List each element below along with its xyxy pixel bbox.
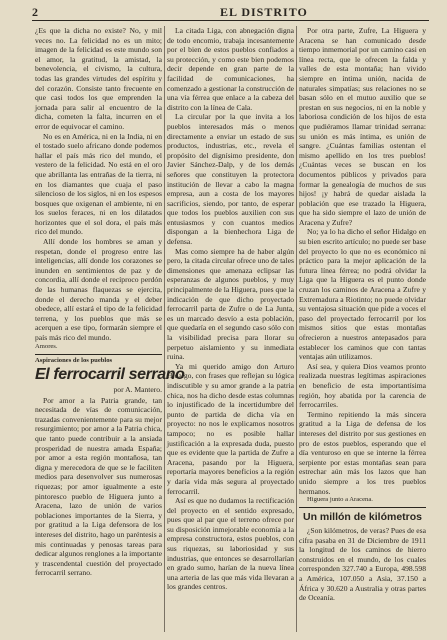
- article-signature: Amores.: [35, 342, 58, 350]
- header-rule: [32, 20, 429, 21]
- paragraph: Mas como siempre ha de haber algún pero, la citada circular ofrece uno de tales dimensiones que amenaza eclipsar las esperanzas de algunos pueblos, y muy principalmente de la Higuera, pues que la indicación de que dicho proyectado ferrocarril parta de Zufre o de La Junta, es un marcado desvío a esta población, que quedaría en el segundo caso sólo con la visibilidad precisa para llorar su perpetuo aislamiento y su inmediata ruina.: [167, 246, 294, 362]
- column-1: [35, 26, 185, 634]
- paragraph: Por otra parte, Zufre, La Higuera y Aracena se han comunicado desde tiempo inmemorial por un camino casi en línea recta, que le ofrecen la falda y valles de esta montaña; han vivido siempre en íntima unión, nacida de naturales simpatías; sus relaciones no se basan sólo en el mutuo auxilio que se prestan en sus negocios, ni en la noble y laboriosa condición de los hijos de esta que pudiéramos llamar trinidad serrana: su unión es más íntima, es unión de sangre. ¿Cuántas familias ostentan el mismo apellido en los tres pueblos! ¿Cuántas veces se buscan en los documentos públicos y privados para formar la genealogía de muchos de sus hijos! ¡y habrá de quedar aislada la población que ese trazado la Higuera, que ha sido siempre el lazo de unión de Aracena y Zufre?: [299, 26, 426, 227]
- paragraph: No es en América, ni en la India, ni en el tostado suelo africano donde podemos hallar el país más rico del mundo, el vestero de la felicidad. No está en el oro que abrillanta las entrañas de la tierra, ni en los diamantes que cuaja el paso silencioso de los siglos, ni en los espesos bosques que oxigenan el ambiente, ni en los suelos feraces, ni en los dilatados horizontes que el sol dora, el país más rico del mundo.: [35, 131, 162, 237]
- section-kicker: Aspiraciones de los pueblos: [35, 356, 113, 364]
- article-byline: por A. Mantero.: [113, 384, 162, 394]
- column-2: [167, 26, 294, 634]
- page-number: 2: [32, 5, 38, 19]
- paragraph: ¿Es que la dicha no existe? No, y mil veces no. La felicidad no es un mito; imagen de la felicidad es este mundo son el amor, la gratitud, la amistad, la benevolencia, el civismo, la cultura, todas las grandes virtudes del espíritu y del corazón. Consiste tanto frecuente en que casi todos los que emprenden la jornada para salir al encuentro de la dicha, cometen la falta, incurren en el error de equivocar el camino.: [35, 26, 162, 131]
- column-rule: [164, 26, 165, 632]
- column-rule: [296, 26, 297, 632]
- article-place: Higuera junto a Aracena.: [307, 496, 373, 504]
- paragraph: ¿Son kilómetros, de veras? Pues de esa cifra pasaba en 31 de Diciembre de 1911 la longitud de los caminos de hierro construidos en el mundo, de los cuales corresponden 327.740 a Europa, 498.598 a América, 107.050 a Asia, 37.150 a África y 30.620 a Australia y otras partes de Oceanía.: [299, 526, 426, 603]
- running-head: [32, 5, 429, 19]
- article-separator: [35, 354, 162, 355]
- newspaper-title: EL DISTRITO: [220, 5, 308, 19]
- paragraph: La circular por la que invita a los pueblos interesados más o menos directamente a enviar un estado de sus productos, industrias, etc., revela el propósito del dignísimo presidente, don Javier Sánchez-Dalp, y de los demás señores que constituyen la protectora institución de llevar a cabo la magna empresa, aun a costa de los mayores sacrificios, siendo, por tanto, de esperar que todos los pueblos auxilien con sus entusiasmos y con cuantos medios dispongan a la bienhechora Liga de defensa.: [167, 112, 294, 247]
- paragraph: Allí donde los hombres se aman y respetan, donde el progreso entre las inteligencias, allí donde los corazones se inunden en sentimientos de paz y de concordia, allí donde el recíproco perdón de las humanas flaquezas se ejercita, donde el derecho manda y el deber obedece, allí estará el tipo de la felicidad terrena, y los pueblos que más se acerquen a ese tipo, formarán siempre el país más rico del mundo.: [35, 237, 162, 342]
- paragraph: La citada Liga, con abnegación digna de todo encomio, trabaja incesantemente por el bien de estos pueblos confiados a su protección, y como este bien podemos decir depende en gran parte de la facilidad de comunicaciones, ha comenzado a gestionar la construcción de una vía férrea que enlace a la cabeza del distrito con la línea de Cala.: [167, 26, 294, 112]
- paragraph: Ya mi querido amigo don Arturo Hidalgo, con frases que reflejan su lógica indiscutible y su amor grande a la patria chica, nos ha dicho desde estas columnas lo injustificado de la incertidumbre del punto de partida de dicha vía en proyecto: no nos le explicamos nosotros tampoco; no es posible hallar justificación a la expresada duda, puesto que es evidente que la partida de Zufre a Aracena, pasando por la Higuera, reportaría mayores beneficios a la región y daría vida más segura al proyectado ferrocarril.: [167, 361, 294, 496]
- article-headline: El ferrocarril serrano: [35, 365, 185, 383]
- paragraph: Termino repitiendo la más sincera gratitud a la Liga de defensa de los intereses del distrito por sus gestiones en pro de estos pueblos, esperando que el día venturoso en que se interne la férrea serpiente por estas montañas sean para estrechar aún más los lazos que han unido siempre a los tres pueblos hermanos.: [299, 409, 426, 496]
- paragraph: Así es que no dudamos la rectificación del proyecto en el sentido expresado, pues que al par que el terreno ofrece por su disposición inmejorable economía a la empresa constructora, estos pueblos, con sus riquezas, su laboriosidad y sus industrias, que entonces se desarrollarían en grado sumo, harían de la nueva línea una arteria de las que más vida llevaran a los grandes centros.: [167, 496, 294, 592]
- article-headline: Un millón de kilómetros: [302, 511, 423, 524]
- library-watermark-stamp: [176, 586, 276, 632]
- paragraph: Así sea, y quiera Dios veamos pronto realizada nuestras legítimas aspiraciones en beneficio de esta importantísima región, hoy abatida por la carencia de ferrocarriles.: [299, 361, 426, 410]
- column-3: [299, 26, 426, 634]
- article-separator: [299, 507, 426, 508]
- paragraph: No; ya lo ha dicho el señor Hidalgo en su bien escrito artículo; no puede ser base del proyecto lo que no es económico ni práctico para la mejor aplicación de la futura línea férrea; no podrá olvidar la Liga que la Higuera es el punto donde cruzan los caminos de Aracena a Zufre y Extremadura a Riotinto; no puede olvidar su ventajosa situación que pide a voces el paso del proyectado ferrocarril por los mismos sitios que estas montañas ofrecieron a nuestros antepasados para establecer los caminos que con tantas ventajas aún utilizamos.: [299, 227, 426, 362]
- paragraph: Por amor a la Patria grande, tan necesitada de vías de comunicación, trazadas convenientemente para su mejor resurgimiento; por amor a la Patria chica, que tanto puede contribuir a la ansiada prosperidad de nuestra amada España; por amor a esta región montañosa, tan digna y merecedora de que se le faciliten medios para desenvolver sus numerosas riquezas; por amor igualmente a este pintoresco pueblo de Higuera junto a Aracena, lazo de unión de varios poblaciones importantes de la Sierra, y por gratitud a la Liga defensora de los intereses del distrito, hago un paréntesis a mis continuadas y penosas tareas para dedicar algunos renglones a la importante y trascendental cuestión del proyectado ferrocarril serrano.: [35, 395, 162, 578]
